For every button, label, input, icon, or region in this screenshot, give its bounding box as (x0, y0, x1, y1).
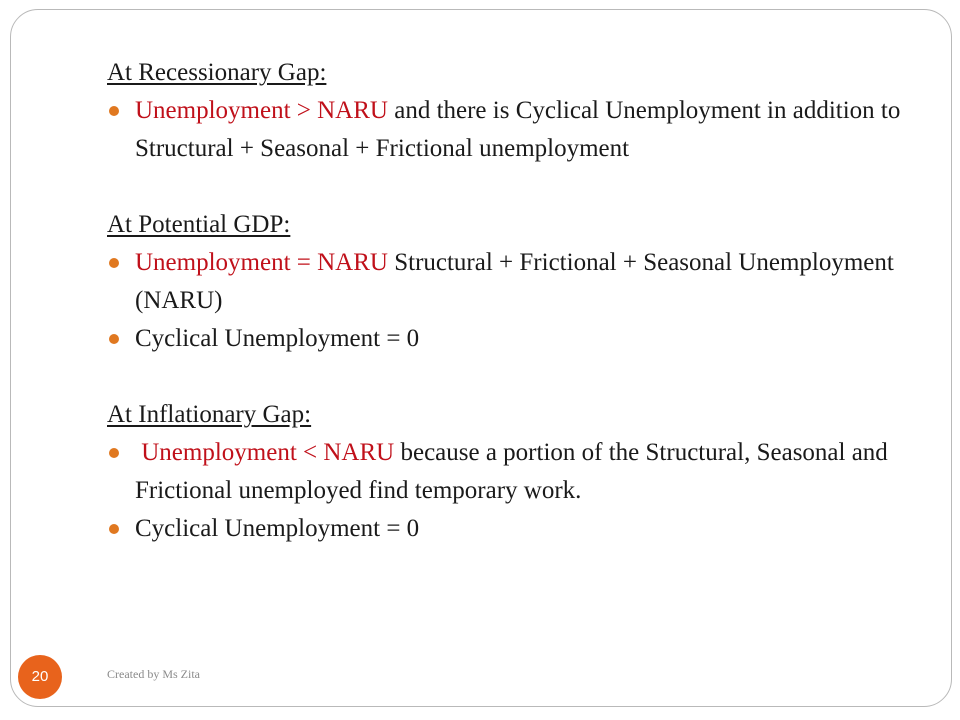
inflationary-gap-bullets (107, 434, 907, 548)
emphasis-text: Unemployment < NARU (135, 439, 395, 466)
section-heading-inflationary-gap: At Inflationary Gap: (107, 401, 312, 428)
emphasis-text: Unemployment > NARU (135, 97, 388, 124)
bullet-item (107, 510, 907, 548)
bullet-item (107, 434, 907, 510)
potential-gdp-bullets (107, 244, 907, 358)
bullet-dot-icon (109, 258, 119, 268)
emphasis-text: Unemployment = NARU (135, 249, 388, 276)
bullet-dot-icon (109, 524, 119, 534)
bullet-item (107, 92, 907, 168)
section-heading-recessionary-gap: At Recessionary Gap: (107, 59, 327, 86)
bullet-text: Structural + Frictional + Seasonal Unemployment (NARU) (135, 249, 894, 314)
footer-credit: Created by Ms Zita (107, 667, 200, 681)
bullet-dot-icon (109, 334, 119, 344)
bullet-dot-icon (109, 448, 119, 458)
recessionary-gap-bullets (107, 92, 907, 168)
slide-content (107, 54, 907, 548)
bullet-text: Cyclical Unemployment = 0 (135, 325, 420, 352)
bullet-text: Cyclical Unemployment = 0 (135, 515, 420, 542)
bullet-dot-icon (109, 106, 119, 116)
section-heading-potential-gdp: At Potential GDP: (107, 211, 291, 238)
bullet-text: because a portion of the Structural, Seasonal and Frictional unemployed find temporary work. (135, 439, 888, 504)
bullet-item (107, 320, 907, 358)
page-number-badge: 20 (18, 655, 62, 699)
bullet-item (107, 244, 907, 320)
bullet-text: and there is Cyclical Unemployment in addition to Structural + Seasonal + Frictional unemployment (135, 97, 901, 162)
